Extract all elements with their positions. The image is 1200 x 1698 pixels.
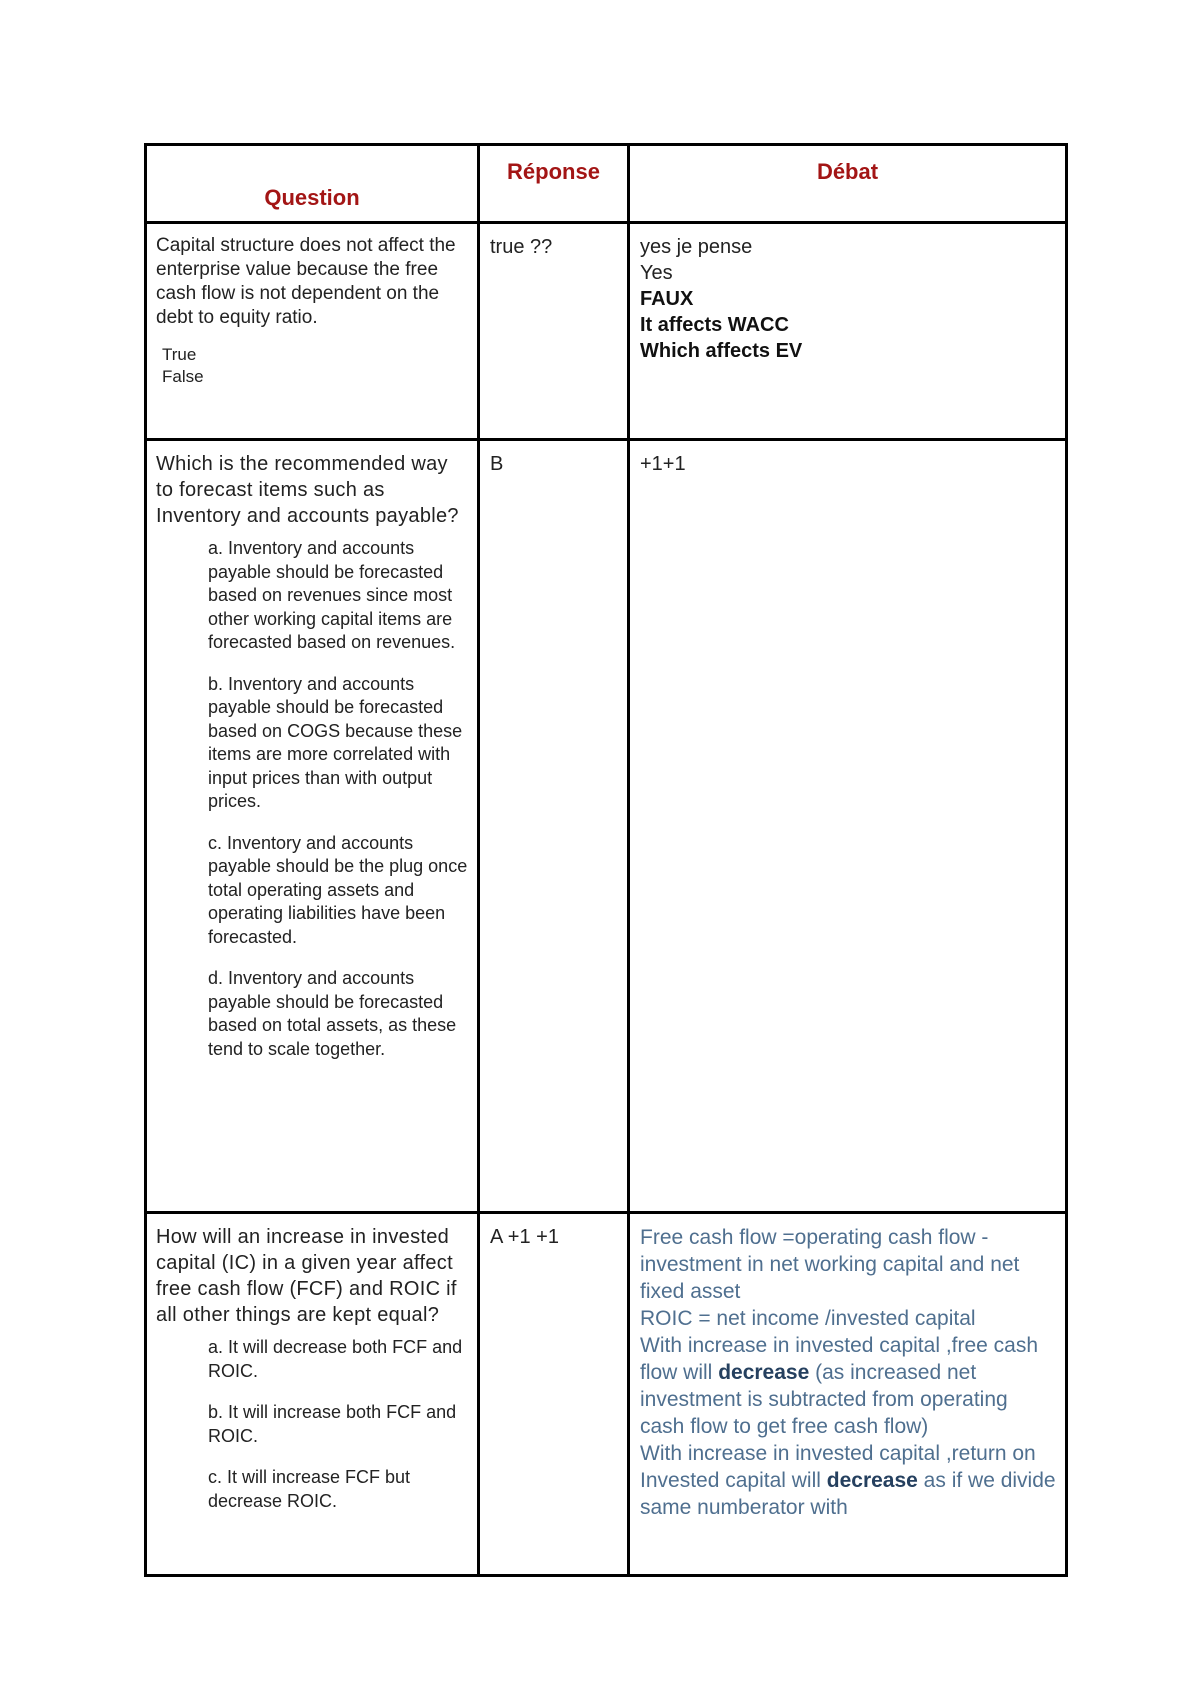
debate-line (640, 1332, 1057, 1440)
response-cell (479, 223, 629, 440)
debate-cell (629, 1213, 1067, 1576)
answer-options (208, 537, 469, 1061)
option-a: a. It will decrease both FCF and ROIC. (208, 1337, 463, 1381)
debate-text: With increase in invested capital ,free cash flow will (640, 1334, 1039, 1384)
response-text: true ?? (490, 236, 553, 258)
debate-line: +1+1 (640, 453, 686, 475)
debate-cell (629, 440, 1067, 1213)
response-text: A +1 +1 (490, 1226, 559, 1248)
question-cell (146, 1213, 479, 1576)
option-b: b. It will increase both FCF and ROIC. (208, 1402, 457, 1446)
debate-line: Which affects EV (640, 340, 803, 362)
qa-table (144, 143, 1068, 1577)
debate-line: Free cash flow =operating cash flow - investment in net working capital and net fixed asset (640, 1226, 1020, 1303)
debate-line: It affects WACC (640, 314, 789, 336)
option-b: b. Inventory and accounts payable should be forecasted based on COGS because these items are more correlated with input prices than with output prices. (208, 673, 463, 811)
header-question: Question (146, 145, 479, 223)
debate-line (640, 1440, 1057, 1521)
response-cell (479, 1213, 629, 1576)
debate-line: ROIC = net income /invested capital (640, 1307, 976, 1330)
answer-options (208, 1336, 469, 1513)
question-cell (146, 440, 479, 1213)
option-d: d. Inventory and accounts payable should be forecasted based on total assets, as these tend to scale together. (208, 968, 457, 1059)
response-text: B (490, 453, 504, 475)
header-debate: Débat (629, 145, 1067, 223)
table-row (146, 440, 1067, 1213)
answer-options (162, 344, 469, 388)
debate-line: FAUX (640, 288, 694, 310)
debate-text: (as increased net investment is subtracted from operating cash flow to get free cash flow) (640, 1361, 1008, 1438)
table-row (146, 223, 1067, 440)
response-cell (479, 440, 629, 1213)
debate-cell (629, 223, 1067, 440)
debate-line: Yes (640, 262, 673, 284)
debate-emphasis: decrease (718, 1361, 810, 1384)
table-row (146, 1213, 1067, 1576)
question-text: Capital structure does not affect the enterprise value because the free cash flow is not dependent on the debt to equity ratio. (156, 235, 456, 328)
option-false: False (162, 367, 204, 386)
question-text: Which is the recommended way to forecast items such as Inventory and accounts payable? (156, 453, 459, 527)
option-c: c. It will increase FCF but decrease ROIC. (208, 1467, 411, 1511)
question-text: How will an increase in invested capital (IC) in a given year affect free cash flow (FCF) and ROIC if all other things are kept equal? (156, 1226, 457, 1326)
option-c: c. Inventory and accounts payable should be the plug once total operating assets and operating liabilities have been forecasted. (208, 832, 468, 947)
question-cell (146, 223, 479, 440)
header-row (146, 145, 1067, 223)
debate-emphasis: decrease (826, 1469, 918, 1492)
debate-text: as if we divide same numberator with (640, 1469, 1056, 1519)
debate-line: yes je pense (640, 236, 753, 258)
option-a: a. Inventory and accounts payable should be forecasted based on revenues since most other working capital items are forecasted based on revenues. (208, 538, 456, 652)
header-response: Réponse (479, 145, 629, 223)
option-true: True (162, 345, 197, 364)
debate-text: With increase in invested capital ,return on Invested capital will (640, 1442, 1036, 1492)
